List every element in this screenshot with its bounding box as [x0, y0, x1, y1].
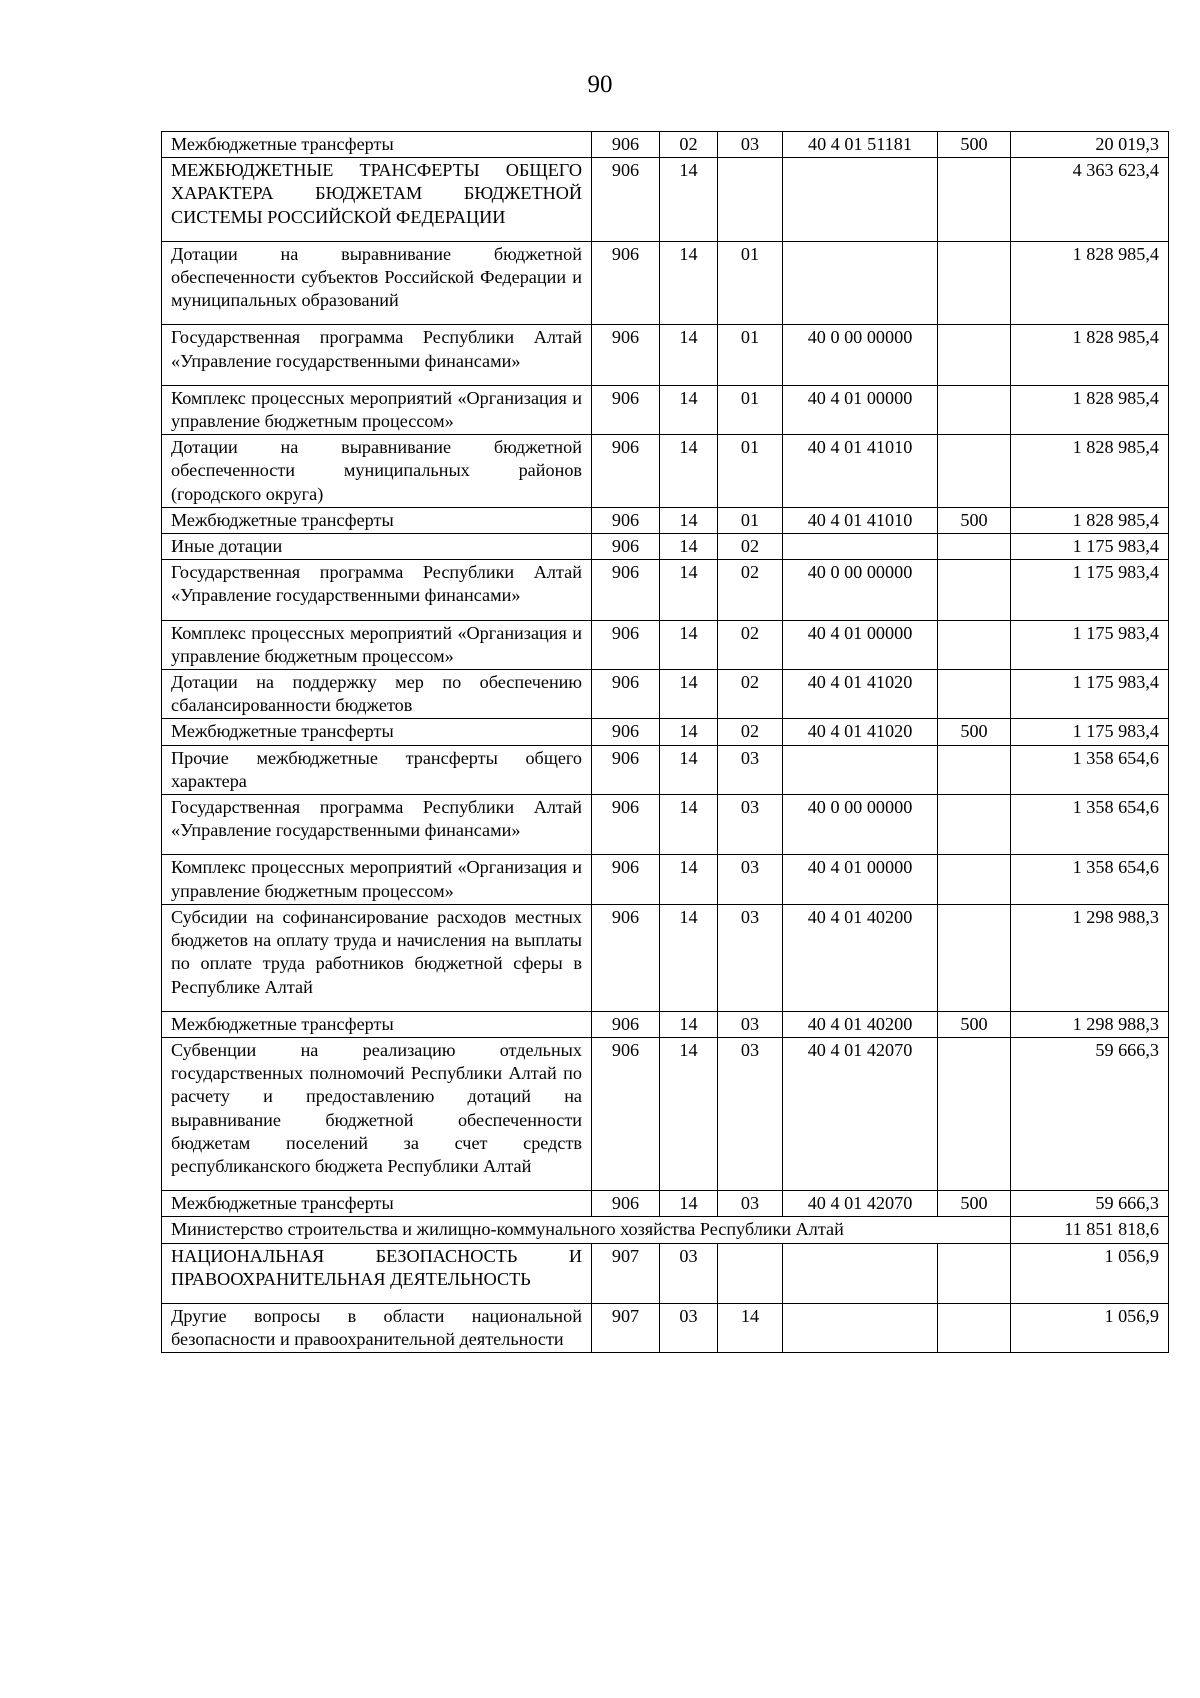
row-section: 14 — [660, 904, 718, 1011]
row-amount: 1 828 985,4 — [1011, 385, 1169, 434]
row-name: Субсидии на софинансирование расходов местных бюджетов на оплату труда и начисления на выплаты по оплате труда работников бюджетной сферы в Республике Алтай — [162, 904, 592, 1011]
row-section: 14 — [660, 719, 718, 745]
row-section: 14 — [660, 241, 718, 325]
row-subsection: 02 — [718, 534, 783, 560]
row-expense-type — [938, 904, 1011, 1011]
row-target-article: 40 4 01 00000 — [783, 385, 938, 434]
budget-table-body — [162, 132, 1169, 1353]
row-target-article: 40 4 01 41010 — [783, 435, 938, 508]
row-name: Государственная программа Республики Алтай «Управление государственными финансами» — [162, 795, 592, 855]
row-expense-type — [938, 795, 1011, 855]
row-name: Межбюджетные трансферты — [162, 1011, 592, 1037]
row-name: Комплекс процессных мероприятий «Организация и управление бюджетным процессом» — [162, 385, 592, 434]
table-row — [162, 1191, 1169, 1217]
row-name: Государственная программа Республики Алтай «Управление государственными финансами» — [162, 325, 592, 385]
row-subsection: 01 — [718, 435, 783, 508]
row-amount: 1 828 985,4 — [1011, 241, 1169, 325]
row-name: Комплекс процессных мероприятий «Организация и управление бюджетным процессом» — [162, 620, 592, 669]
table-row — [162, 325, 1169, 385]
row-target-article: 40 4 01 00000 — [783, 855, 938, 904]
row-expense-type — [938, 325, 1011, 385]
row-amount: 1 298 988,3 — [1011, 904, 1169, 1011]
row-section: 14 — [660, 1011, 718, 1037]
table-row — [162, 507, 1169, 533]
row-grbs: 906 — [592, 1037, 660, 1190]
ministry-row — [162, 1217, 1169, 1243]
row-expense-type — [938, 855, 1011, 904]
row-target-article: 40 0 00 00000 — [783, 795, 938, 855]
row-amount: 1 358 654,6 — [1011, 855, 1169, 904]
budget-table — [161, 131, 1169, 1353]
row-name: Межбюджетные трансферты — [162, 719, 592, 745]
row-section: 14 — [660, 1191, 718, 1217]
row-target-article — [783, 158, 938, 242]
row-name: НАЦИОНАЛЬНАЯ БЕЗОПАСНОСТЬ И ПРАВООХРАНИТЕЛЬНАЯ ДЕЯТЕЛЬНОСТЬ — [162, 1243, 592, 1303]
row-amount: 1 056,9 — [1011, 1243, 1169, 1303]
row-target-article — [783, 241, 938, 325]
row-subsection: 14 — [718, 1303, 783, 1352]
row-target-article: 40 4 01 41020 — [783, 670, 938, 719]
table-row — [162, 1011, 1169, 1037]
row-grbs: 906 — [592, 534, 660, 560]
row-grbs: 907 — [592, 1243, 660, 1303]
row-expense-type — [938, 385, 1011, 434]
row-expense-type — [938, 1303, 1011, 1352]
row-subsection: 03 — [718, 132, 783, 158]
row-name: Иные дотации — [162, 534, 592, 560]
row-grbs: 906 — [592, 795, 660, 855]
row-amount: 1 056,9 — [1011, 1303, 1169, 1352]
table-row — [162, 745, 1169, 794]
ministry-amount: 11 851 818,6 — [1011, 1217, 1169, 1243]
table-row — [162, 385, 1169, 434]
row-subsection: 03 — [718, 1011, 783, 1037]
table-row — [162, 1243, 1169, 1303]
row-name: Другие вопросы в области национальной безопасности и правоохранительной деятельности — [162, 1303, 592, 1352]
row-grbs: 906 — [592, 1011, 660, 1037]
row-name: Прочие межбюджетные трансферты общего характера — [162, 745, 592, 794]
row-subsection: 02 — [718, 670, 783, 719]
row-grbs: 906 — [592, 855, 660, 904]
row-amount: 1 175 983,4 — [1011, 534, 1169, 560]
row-name: Субвенции на реализацию отдельных государственных полномочий Республики Алтай по расчету и предоставлению дотаций на выравнивание бюджетной обеспеченности бюджетам поселений за счет средств республиканского бюджета Республики Алтай — [162, 1037, 592, 1190]
row-section: 14 — [660, 325, 718, 385]
row-amount: 1 175 983,4 — [1011, 620, 1169, 669]
row-section: 14 — [660, 745, 718, 794]
row-section: 14 — [660, 1037, 718, 1190]
row-section: 14 — [660, 855, 718, 904]
table-row — [162, 795, 1169, 855]
row-expense-type — [938, 1243, 1011, 1303]
row-section: 14 — [660, 385, 718, 434]
row-section: 14 — [660, 534, 718, 560]
table-row — [162, 719, 1169, 745]
row-grbs: 906 — [592, 560, 660, 620]
row-expense-type — [938, 1037, 1011, 1190]
row-expense-type — [938, 158, 1011, 242]
row-amount: 1 175 983,4 — [1011, 560, 1169, 620]
row-section: 14 — [660, 507, 718, 533]
row-subsection — [718, 158, 783, 242]
row-section: 14 — [660, 158, 718, 242]
row-grbs: 906 — [592, 385, 660, 434]
row-target-article: 40 4 01 40200 — [783, 1011, 938, 1037]
row-name: Дотации на выравнивание бюджетной обеспеченности субъектов Российской Федерации и муниципальных образований — [162, 241, 592, 325]
row-expense-type — [938, 435, 1011, 508]
row-amount: 1 358 654,6 — [1011, 795, 1169, 855]
row-section: 03 — [660, 1243, 718, 1303]
ministry-name: Министерство строительства и жилищно-коммунального хозяйства Республики Алтай — [162, 1217, 1011, 1243]
row-name: Дотации на выравнивание бюджетной обеспеченности муниципальных районов (городского округа) — [162, 435, 592, 508]
row-amount: 1 828 985,4 — [1011, 507, 1169, 533]
row-name: МЕЖБЮДЖЕТНЫЕ ТРАНСФЕРТЫ ОБЩЕГО ХАРАКТЕРА БЮДЖЕТАМ БЮДЖЕТНОЙ СИСТЕМЫ РОССИЙСКОЙ ФЕДЕРАЦИИ — [162, 158, 592, 242]
table-row — [162, 670, 1169, 719]
row-target-article — [783, 1243, 938, 1303]
row-target-article: 40 4 01 41010 — [783, 507, 938, 533]
row-grbs: 906 — [592, 670, 660, 719]
row-name: Дотации на поддержку мер по обеспечению сбалансированности бюджетов — [162, 670, 592, 719]
row-target-article — [783, 1303, 938, 1352]
row-subsection: 03 — [718, 904, 783, 1011]
row-grbs: 907 — [592, 1303, 660, 1352]
table-row — [162, 620, 1169, 669]
row-subsection: 03 — [718, 1191, 783, 1217]
row-subsection: 02 — [718, 560, 783, 620]
row-target-article: 40 0 00 00000 — [783, 560, 938, 620]
table-row — [162, 560, 1169, 620]
row-expense-type: 500 — [938, 719, 1011, 745]
row-grbs: 906 — [592, 325, 660, 385]
row-amount: 59 666,3 — [1011, 1191, 1169, 1217]
table-row — [162, 435, 1169, 508]
table-row — [162, 158, 1169, 242]
row-amount: 4 363 623,4 — [1011, 158, 1169, 242]
row-subsection: 01 — [718, 507, 783, 533]
row-amount: 20 019,3 — [1011, 132, 1169, 158]
table-row — [162, 1303, 1169, 1352]
table-row — [162, 132, 1169, 158]
row-target-article: 40 4 01 41020 — [783, 719, 938, 745]
row-name: Межбюджетные трансферты — [162, 1191, 592, 1217]
row-expense-type: 500 — [938, 132, 1011, 158]
row-amount: 59 666,3 — [1011, 1037, 1169, 1190]
row-expense-type — [938, 560, 1011, 620]
row-target-article: 40 4 01 42070 — [783, 1191, 938, 1217]
row-name: Государственная программа Республики Алтай «Управление государственными финансами» — [162, 560, 592, 620]
row-subsection: 01 — [718, 241, 783, 325]
row-amount: 1 298 988,3 — [1011, 1011, 1169, 1037]
row-subsection: 02 — [718, 620, 783, 669]
row-amount: 1 828 985,4 — [1011, 435, 1169, 508]
row-subsection: 01 — [718, 325, 783, 385]
row-section: 14 — [660, 620, 718, 669]
row-grbs: 906 — [592, 745, 660, 794]
row-amount: 1 175 983,4 — [1011, 670, 1169, 719]
row-name: Межбюджетные трансферты — [162, 132, 592, 158]
row-expense-type — [938, 745, 1011, 794]
row-section: 14 — [660, 670, 718, 719]
row-expense-type — [938, 534, 1011, 560]
row-subsection: 02 — [718, 719, 783, 745]
row-section: 14 — [660, 435, 718, 508]
row-amount: 1 175 983,4 — [1011, 719, 1169, 745]
row-subsection: 03 — [718, 795, 783, 855]
table-row — [162, 534, 1169, 560]
row-expense-type: 500 — [938, 1191, 1011, 1217]
row-section: 14 — [660, 795, 718, 855]
row-target-article: 40 4 01 51181 — [783, 132, 938, 158]
table-row — [162, 241, 1169, 325]
row-expense-type: 500 — [938, 1011, 1011, 1037]
row-amount: 1 828 985,4 — [1011, 325, 1169, 385]
row-expense-type — [938, 670, 1011, 719]
row-grbs: 906 — [592, 620, 660, 669]
row-amount: 1 358 654,6 — [1011, 745, 1169, 794]
row-section: 03 — [660, 1303, 718, 1352]
row-target-article — [783, 745, 938, 794]
row-subsection: 03 — [718, 745, 783, 794]
row-grbs: 906 — [592, 241, 660, 325]
table-row — [162, 904, 1169, 1011]
row-section: 02 — [660, 132, 718, 158]
row-name: Комплекс процессных мероприятий «Организация и управление бюджетным процессом» — [162, 855, 592, 904]
row-grbs: 906 — [592, 1191, 660, 1217]
row-grbs: 906 — [592, 719, 660, 745]
row-subsection: 03 — [718, 1037, 783, 1190]
row-grbs: 906 — [592, 158, 660, 242]
row-grbs: 906 — [592, 904, 660, 1011]
row-grbs: 906 — [592, 435, 660, 508]
row-grbs: 906 — [592, 507, 660, 533]
row-target-article: 40 4 01 42070 — [783, 1037, 938, 1190]
row-target-article: 40 0 00 00000 — [783, 325, 938, 385]
row-name: Межбюджетные трансферты — [162, 507, 592, 533]
page-number: 90 — [587, 71, 613, 98]
row-expense-type — [938, 620, 1011, 669]
row-expense-type: 500 — [938, 507, 1011, 533]
row-section: 14 — [660, 560, 718, 620]
row-grbs: 906 — [592, 132, 660, 158]
table-row — [162, 855, 1169, 904]
table-row — [162, 1037, 1169, 1190]
row-target-article — [783, 534, 938, 560]
row-target-article: 40 4 01 40200 — [783, 904, 938, 1011]
row-subsection: 01 — [718, 385, 783, 434]
row-subsection — [718, 1243, 783, 1303]
row-expense-type — [938, 241, 1011, 325]
row-target-article: 40 4 01 00000 — [783, 620, 938, 669]
row-subsection: 03 — [718, 855, 783, 904]
